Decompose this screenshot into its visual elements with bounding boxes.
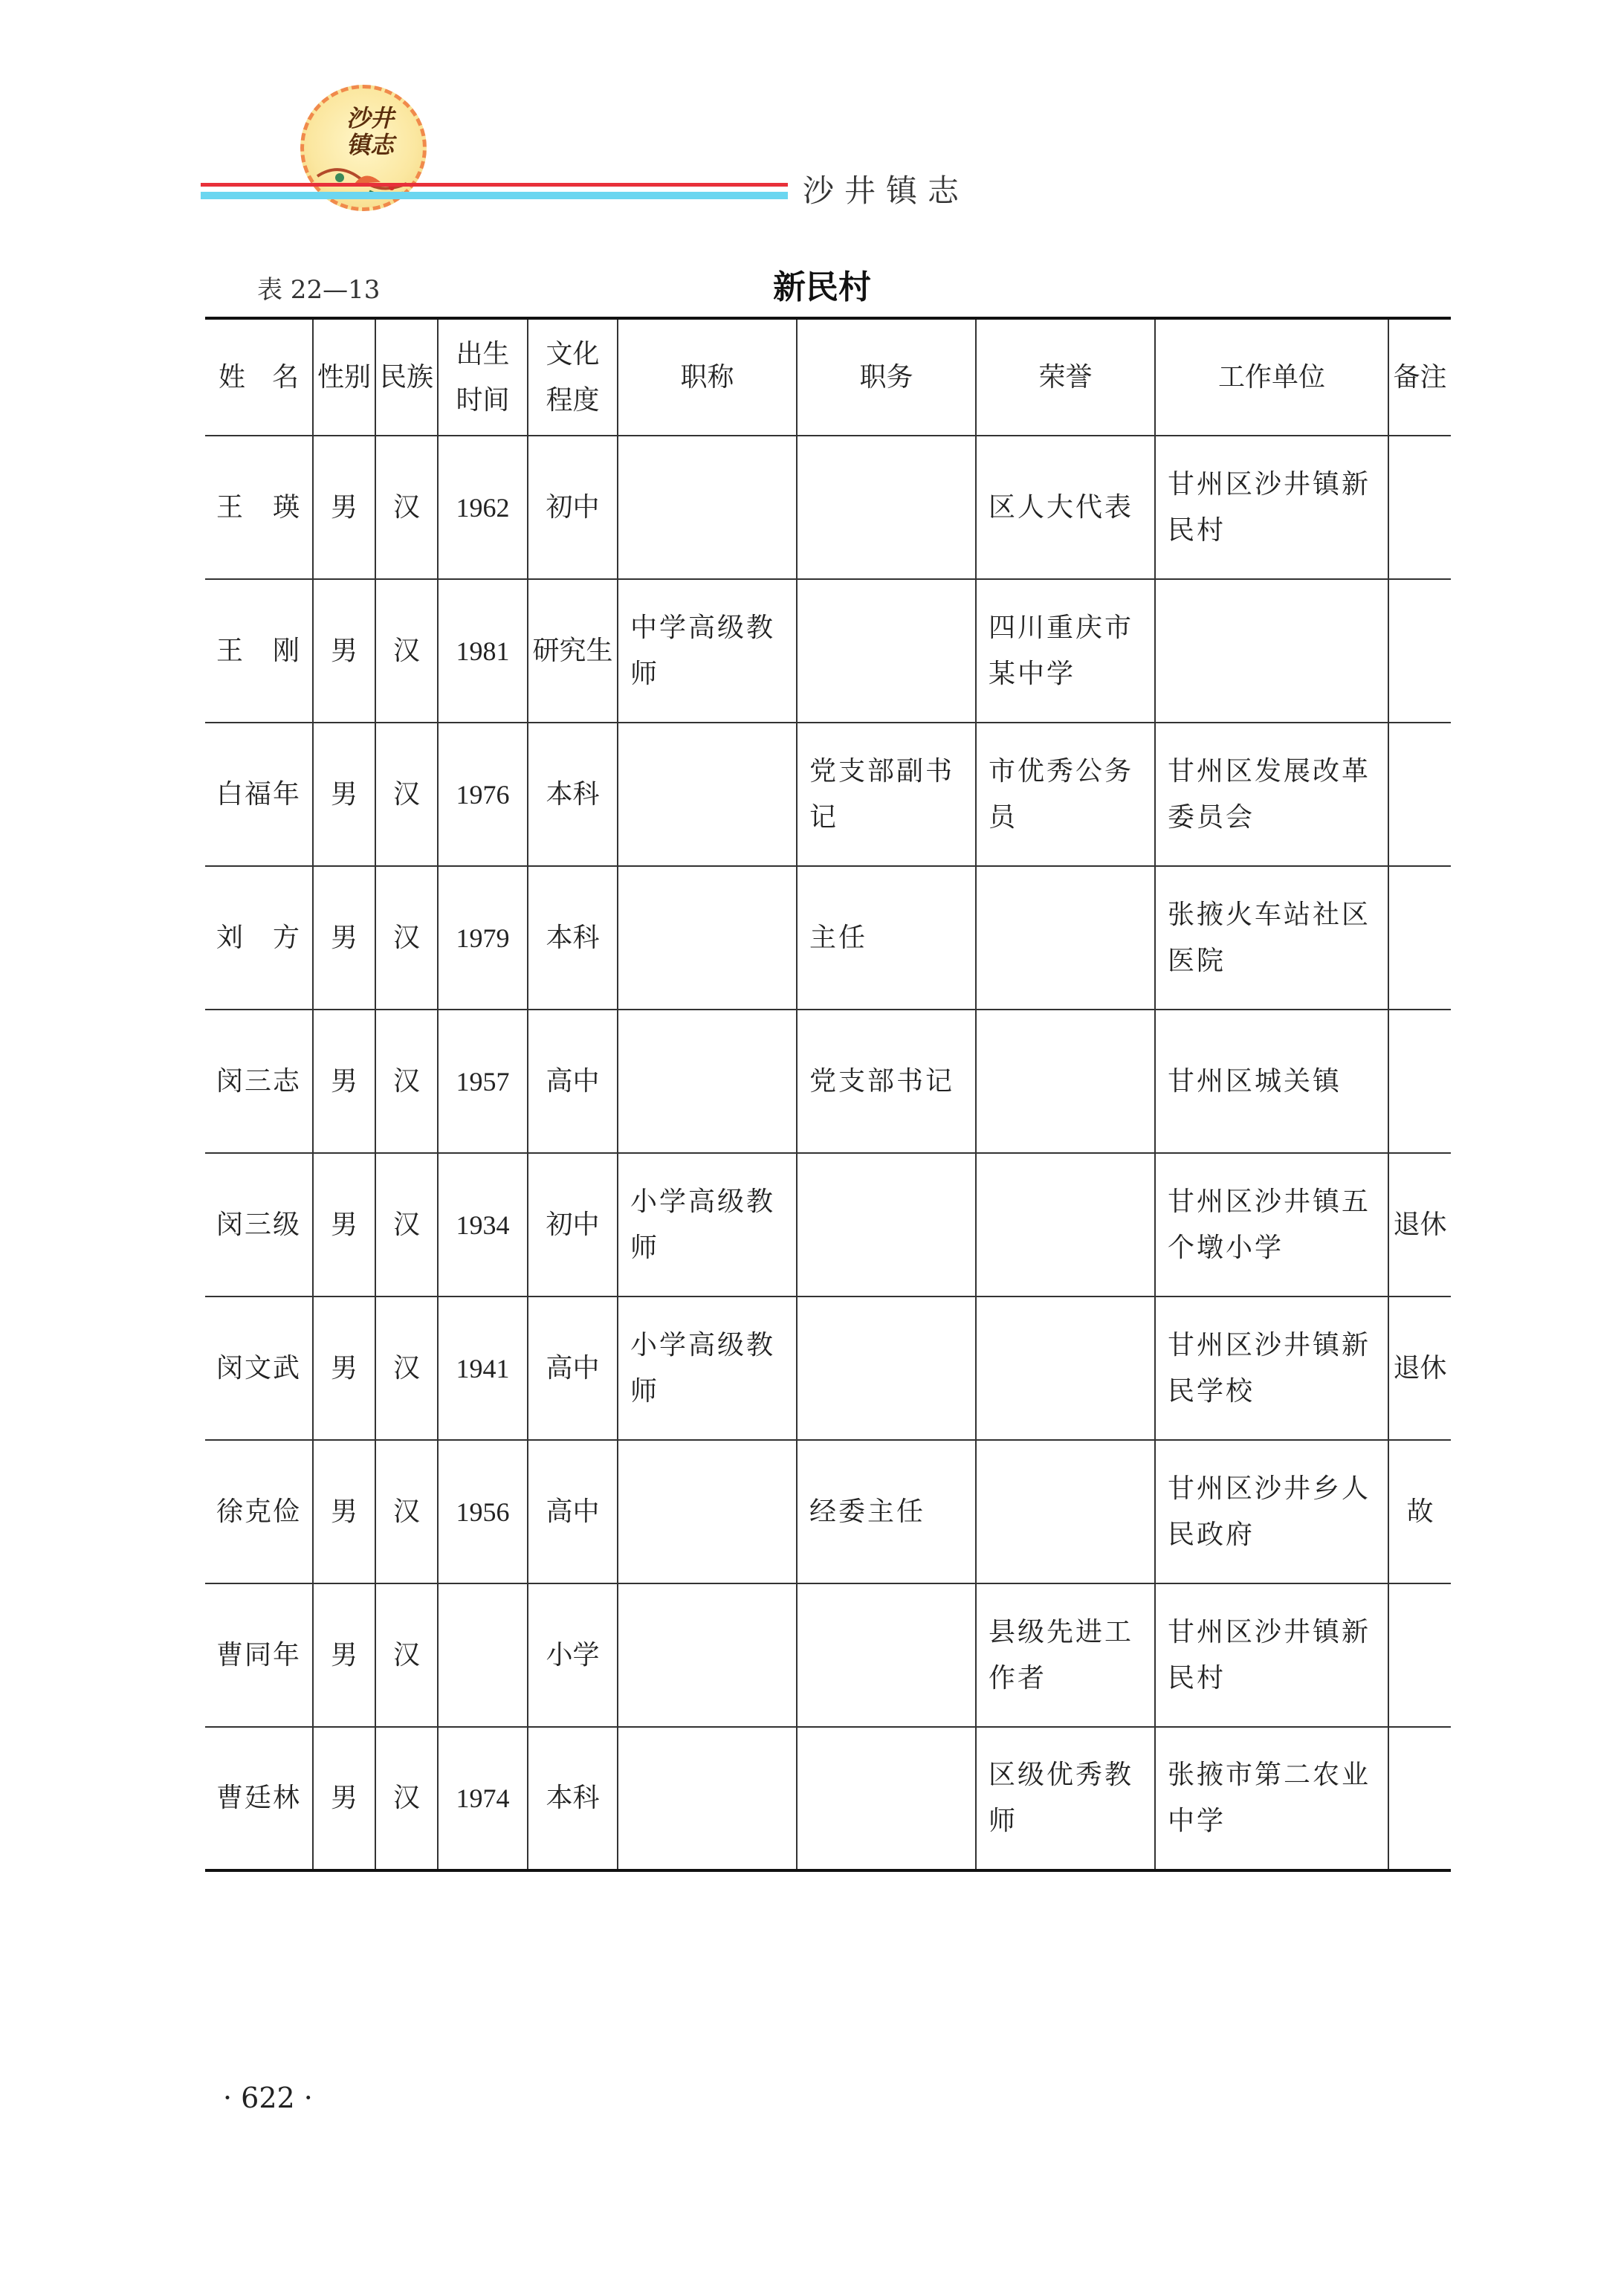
cell-education: 高中 bbox=[528, 1010, 618, 1153]
cell-honor bbox=[976, 866, 1155, 1010]
cell-sex: 男 bbox=[313, 1297, 375, 1440]
cell-honor: 县级先进工作者 bbox=[976, 1583, 1155, 1727]
header-note: 备注 bbox=[1388, 318, 1451, 436]
cell-ethnic: 汉 bbox=[375, 1727, 438, 1870]
table-row bbox=[205, 1153, 1451, 1297]
cell-sex: 男 bbox=[313, 866, 375, 1010]
table-header-row bbox=[205, 318, 1451, 436]
cell-ethnic: 汉 bbox=[375, 1583, 438, 1727]
cell-birth: 1979 bbox=[438, 866, 528, 1010]
cell-note: 故 bbox=[1388, 1440, 1451, 1583]
cell-title bbox=[618, 723, 797, 866]
cell-education: 高中 bbox=[528, 1440, 618, 1583]
cell-title: 小学高级教师 bbox=[618, 1153, 797, 1297]
header-title: 职称 bbox=[618, 318, 797, 436]
table-title: 新民村 bbox=[773, 268, 871, 306]
cell-post bbox=[797, 579, 976, 723]
cell-education: 本科 bbox=[528, 723, 618, 866]
cell-honor bbox=[976, 1297, 1155, 1440]
cell-note bbox=[1388, 436, 1451, 579]
header-unit: 工作单位 bbox=[1155, 318, 1388, 436]
cell-note bbox=[1388, 1727, 1451, 1870]
cell-unit: 张掖火车站社区医院 bbox=[1155, 866, 1388, 1010]
cell-name: 刘 方 bbox=[205, 866, 313, 1010]
cell-post: 主任 bbox=[797, 866, 976, 1010]
cell-unit bbox=[1155, 579, 1388, 723]
header-rule-blue bbox=[201, 192, 788, 199]
cell-note bbox=[1388, 866, 1451, 1010]
table-row bbox=[205, 1440, 1451, 1583]
table-row bbox=[205, 579, 1451, 723]
cell-birth: 1976 bbox=[438, 723, 528, 866]
header-name: 姓 名 bbox=[205, 318, 313, 436]
cell-title bbox=[618, 436, 797, 579]
cell-sex: 男 bbox=[313, 579, 375, 723]
cell-honor bbox=[976, 1153, 1155, 1297]
cell-birth: 1941 bbox=[438, 1297, 528, 1440]
cell-honor: 区人大代表 bbox=[976, 436, 1155, 579]
cell-education: 小学 bbox=[528, 1583, 618, 1727]
cell-education: 初中 bbox=[528, 436, 618, 579]
cell-name: 白福年 bbox=[205, 723, 313, 866]
cell-honor: 市优秀公务员 bbox=[976, 723, 1155, 866]
cell-title: 小学高级教师 bbox=[618, 1297, 797, 1440]
cell-birth: 1934 bbox=[438, 1153, 528, 1297]
table-row bbox=[205, 1297, 1451, 1440]
cell-post bbox=[797, 1583, 976, 1727]
cell-education: 本科 bbox=[528, 866, 618, 1010]
cell-title bbox=[618, 1583, 797, 1727]
cell-name: 闵三志 bbox=[205, 1010, 313, 1153]
cell-ethnic: 汉 bbox=[375, 436, 438, 579]
cell-unit: 甘州区城关镇 bbox=[1155, 1010, 1388, 1153]
table-row bbox=[205, 1010, 1451, 1153]
cell-education: 初中 bbox=[528, 1153, 618, 1297]
cell-birth: 1957 bbox=[438, 1010, 528, 1153]
cell-name: 闵文武 bbox=[205, 1297, 313, 1440]
cell-post: 党支部书记 bbox=[797, 1010, 976, 1153]
cell-post bbox=[797, 436, 976, 579]
cell-education: 高中 bbox=[528, 1297, 618, 1440]
cell-birth bbox=[438, 1583, 528, 1727]
table-row bbox=[205, 1727, 1451, 1870]
cell-ethnic: 汉 bbox=[375, 1440, 438, 1583]
cell-unit: 甘州区沙井乡人民政府 bbox=[1155, 1440, 1388, 1583]
cell-post bbox=[797, 1297, 976, 1440]
cell-name: 曹廷林 bbox=[205, 1727, 313, 1870]
header-rule-red bbox=[201, 183, 788, 187]
cell-title bbox=[618, 1440, 797, 1583]
cell-ethnic: 汉 bbox=[375, 579, 438, 723]
cell-title bbox=[618, 1727, 797, 1870]
cell-honor: 四川重庆市某中学 bbox=[976, 579, 1155, 723]
cell-birth: 1974 bbox=[438, 1727, 528, 1870]
cell-note bbox=[1388, 1583, 1451, 1727]
cell-name: 王 瑛 bbox=[205, 436, 313, 579]
cell-post bbox=[797, 1153, 976, 1297]
cell-note: 退休 bbox=[1388, 1297, 1451, 1440]
cell-sex: 男 bbox=[313, 1583, 375, 1727]
cell-ethnic: 汉 bbox=[375, 723, 438, 866]
cell-honor bbox=[976, 1440, 1155, 1583]
cell-unit: 甘州区发展改革委员会 bbox=[1155, 723, 1388, 866]
cell-name: 曹同年 bbox=[205, 1583, 313, 1727]
personnel-table bbox=[205, 317, 1451, 1872]
cell-unit: 甘州区沙井镇新民村 bbox=[1155, 1583, 1388, 1727]
cell-unit: 张掖市第二农业中学 bbox=[1155, 1727, 1388, 1870]
cell-sex: 男 bbox=[313, 1727, 375, 1870]
header-birth: 出生 时间 bbox=[438, 318, 528, 436]
cell-birth: 1962 bbox=[438, 436, 528, 579]
cell-ethnic: 汉 bbox=[375, 1297, 438, 1440]
cell-post: 党支部副书记 bbox=[797, 723, 976, 866]
table-row bbox=[205, 1583, 1451, 1727]
cell-honor bbox=[976, 1010, 1155, 1153]
header-ethnic: 民族 bbox=[375, 318, 438, 436]
cell-title bbox=[618, 1010, 797, 1153]
cell-post bbox=[797, 1727, 976, 1870]
cell-ethnic: 汉 bbox=[375, 1010, 438, 1153]
cell-unit: 甘州区沙井镇新民村 bbox=[1155, 436, 1388, 579]
cell-unit: 甘州区沙井镇新民学校 bbox=[1155, 1297, 1388, 1440]
cell-note bbox=[1388, 723, 1451, 866]
cell-name: 闵三级 bbox=[205, 1153, 313, 1297]
cell-note: 退休 bbox=[1388, 1153, 1451, 1297]
header-honor: 荣誉 bbox=[976, 318, 1155, 436]
cell-sex: 男 bbox=[313, 1153, 375, 1297]
header-sex: 性别 bbox=[313, 318, 375, 436]
cell-note bbox=[1388, 1010, 1451, 1153]
cell-ethnic: 汉 bbox=[375, 866, 438, 1010]
cell-name: 王 刚 bbox=[205, 579, 313, 723]
table-row bbox=[205, 723, 1451, 866]
cell-name: 徐克俭 bbox=[205, 1440, 313, 1583]
table-number: 表 22—13 bbox=[257, 275, 381, 305]
cell-birth: 1956 bbox=[438, 1440, 528, 1583]
cell-title bbox=[618, 866, 797, 1010]
cell-unit: 甘州区沙井镇五个墩小学 bbox=[1155, 1153, 1388, 1297]
cell-note bbox=[1388, 579, 1451, 723]
cell-sex: 男 bbox=[313, 723, 375, 866]
cell-post: 经委主任 bbox=[797, 1440, 976, 1583]
cell-birth: 1981 bbox=[438, 579, 528, 723]
running-title: 沙井镇志 bbox=[803, 172, 970, 209]
logo-text: 沙井 镇志 bbox=[346, 104, 394, 159]
cell-ethnic: 汉 bbox=[375, 1153, 438, 1297]
table-row bbox=[205, 436, 1451, 579]
cell-education: 本科 bbox=[528, 1727, 618, 1870]
table-row bbox=[205, 866, 1451, 1010]
cell-sex: 男 bbox=[313, 1010, 375, 1153]
cell-education: 研究生 bbox=[528, 579, 618, 723]
cell-title: 中学高级教师 bbox=[618, 579, 797, 723]
cell-sex: 男 bbox=[313, 1440, 375, 1583]
page-number: · 622 · bbox=[223, 2082, 313, 2114]
cell-honor: 区级优秀教师 bbox=[976, 1727, 1155, 1870]
header-education: 文化 程度 bbox=[528, 318, 618, 436]
cell-sex: 男 bbox=[313, 436, 375, 579]
header-post: 职务 bbox=[797, 318, 976, 436]
